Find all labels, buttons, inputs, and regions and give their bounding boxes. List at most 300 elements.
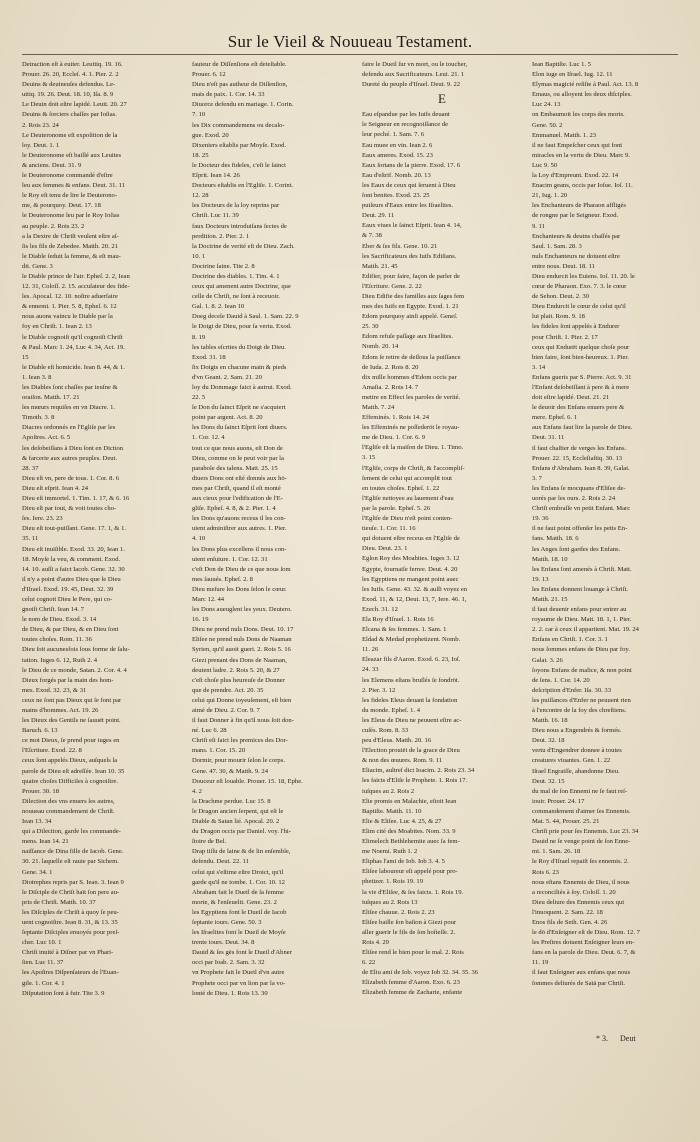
index-entry: Deut. 31. 11 [532,434,565,442]
index-entry: 11. 26 [362,646,379,654]
index-entry: le Deuteronome commandé d'eſtre [22,172,113,180]
index-entry: Enos fils de Seth. Gen. 4. 26 [532,918,608,926]
index-entry: Prouer. 6. 12 [192,71,226,79]
index-entry: Eau d'eſtrif. Nomb. 20. 13 [362,171,431,179]
index-entry: naiſſance de Dina fille de Iacob. Gene. [22,848,124,856]
index-entry: faire le Dueil ſur vn mort, ou le toucher, [362,61,468,68]
index-entry: l'Election prouiēt de la grace de Dieu [362,747,460,755]
index-entry: Mat. 5. 44, Prouer. 25. 21 [532,818,600,826]
index-entry: les Eaux de ceux qui ſeruent à Dieu [362,181,456,189]
index-entry: le Deuteronome leu par le Roy Ioſias [22,212,120,220]
index-entry: Eſprit. Iean 14. 26 [192,172,240,180]
index-entry: 3. 7 [532,474,542,482]
index-entry: dit. Gene. 3 [22,262,53,270]
index-entry: mi. 1. Sam. 26. 18 [532,848,581,856]
index-entry: 1. Iean 3. 8 [22,373,52,381]
index-entry: le Roy d'Iſrael repaiſt ſes ennemis. 2. [532,858,629,866]
index-entry: leu aux femmes & enfans. Deut. 31. 11 [22,182,126,190]
index-entry: Eliſee rend le bien pour le mal. 2. Rois [362,949,464,957]
index-entry: le Don du ſainct Eſprit ne s'acquiert [192,404,286,412]
index-entry: cuſés. Rom. 8. 33 [362,727,409,734]
index-entry: 10. 1 [192,252,206,260]
index-entry: oraiſon. Matth. 17. 21 [22,394,80,402]
index-entry: nous eſtans Ennemis de Dieu, il nous [532,878,630,886]
page-title: Sur le Vieil & Nouueau Testament. [227,32,473,51]
index-entry: Prouer. 22. 15, Eccleſiaſtiq. 30. 13 [532,454,623,462]
index-entry: point par argent. Act. 8. 20 [192,414,263,422]
index-entry: me, & pourquoy. Deut. 17. 18 [22,202,101,210]
index-entry: Dieu ſoit aucunesfois ſous forme de ſalu- [22,646,130,654]
index-entry: Matth. 21. 45 [362,262,398,270]
index-entry: les Dons plus excellens il nous con- [192,545,287,553]
index-entry: 9. 11 [532,222,545,230]
index-entry: il n'y a point d'autre Dieu que le Dieu [22,575,121,583]
index-entry: les puiſſances d'Enfer ne peuuent rien [532,696,631,704]
index-entry: 19. 13 [532,575,549,583]
index-entry: Le Deuteronome eſt expoſition de la [22,131,118,139]
index-entry: Dieu Edifie des familles aux ſages fem [362,292,465,300]
index-entry: Gene. 50. 2 [532,121,563,129]
index-entry: Dormir, pour mourir ſelon le corps. [192,757,285,765]
index-entry: Dieu. Deut. 23. 1 [362,545,408,553]
index-entry: les Dons qu'auons receus il les con- [192,515,286,523]
index-entry: garde qu'il ne tombe. 1. Cor. 10. 12 [192,878,285,886]
index-entry: 22. 5 [192,394,206,402]
index-entry: de Sehon. Deut. 2. 30 [532,293,589,301]
index-entry: les fideles ſont appelés à Endurer [532,323,620,331]
index-entry: les Anges ſont gardes des Enfans. [532,545,621,553]
index-entry: il faut chaſtier de verges les Enfans. [532,444,627,452]
index-entry: Dieu eſt vn, pere de tous. 1. Cor. 8. 6 [22,474,120,482]
index-entry: les Iuifs. Gene. 43. 32. & auſſi voyez en [362,585,468,593]
index-entry: Gene. 34. 1 [22,868,53,876]
index-entry: 30. 21. laquelle eſt rauie par Sichem. [22,858,119,866]
index-entry: les Iſraelites font le Dueil de Moyſe [192,929,286,937]
index-entry: Iean 13. 34 [22,818,52,826]
index-entry: 4. 10 [192,535,206,543]
index-entry: Iſrael Engraiſſe, abandonne Dieu. [532,767,620,775]
index-entry: Diſputation ſont à fuir. Tite 3. 9 [22,989,105,997]
index-entry: parole de Dieu eſt adreſſée. Iean 10. 35 [22,767,125,775]
index-entry: il ne faut Empeſcher ceux qui font [532,141,623,149]
index-entry: il faut Donner à fin qu'il nous ſoit don- [192,717,294,725]
index-entry: defendu. Deut. 22. 11 [192,858,249,866]
index-entry: Eliphas l'ami de Iob. Iob 3. 4. 5 [362,858,445,866]
index-entry: Enacim geans, occis par Ioſue. Ioſ. 11. [532,182,633,190]
index-entry: ceux ne ſont pas Dieux qui ſe font par [22,696,122,704]
index-entry: Enfans gueris par S. Pierre. Act. 9. 31 [532,373,632,381]
index-entry: tout ce que nous auons, eſt Don de [192,444,283,452]
index-entry: de ſens. 1. Cor. 14. 20 [532,676,590,684]
index-entry: Dieu, comme on le peut voir par la [192,454,284,462]
index-entry: la Doctrine de verité eſt de Dieu. Zach. [192,242,295,250]
index-entry: pour Chriſt. 1. Pier. 2. 17 [532,333,598,341]
index-entry: ſeptante iours. Gene. 50. 3 [192,918,262,926]
index-entry: ceux ſont appelés Dieux, auſquels la [22,757,118,765]
index-entry: occi par Ioab. 2. Sam. 3. 32 [192,959,265,967]
index-entry: mes par Chriſt, quand il eſt monté [192,484,281,492]
index-entry: les mœurs requiſes en vn Diacre. 1. [22,404,116,412]
index-entry: Edifier, pour faire, façon de parler de [362,272,460,280]
index-entry: ceux qui Endurēt quelque choſe pour [532,343,630,351]
index-entry: me Noemi. Ruth 1. 2 [362,848,418,856]
index-entry: le Diable cognoiſt qu'il cognoiſt Chriſt [22,333,123,341]
index-entry: uient adminiſtrer aux autres. 1. Pier. [192,525,287,533]
index-entry: Doctrine ſaine. Tite 2. 8 [192,262,255,270]
index-entry: ſement de celui qui accomplit tout [362,474,452,482]
index-entry: du monde. Epheſ. 1. 4 [362,706,421,714]
index-entry: Chriſt inuité à Diſner par vn Phari- [22,949,114,957]
index-entry: ſeptante Diſciples enuoyés pour preſ- [22,929,120,937]
index-entry: 28. 37 [22,464,39,472]
index-entry: Dieu nous a Engendrés & formés. [532,727,622,735]
index-entry: les Dix commandemens ou decalo- [192,121,285,129]
index-entry: 3. 14 [532,363,546,371]
index-entry: Prophete occi par vn lion par la vo- [192,979,286,987]
index-entry: Deut. 29. 11 [362,212,395,220]
index-entry: Dixeniers eſtablis par Moyſe. Exod. [192,141,287,149]
index-entry: Dieu eſt immortel. 1. Tim. 1. 17, & 6. 16 [22,495,130,503]
index-entry: le Diſciple de Chriſt haït ſon pere au- [22,888,120,896]
index-entry: Docteurs eſtablis en l'Egliſe. 1. Corint. [192,182,294,190]
index-entry: il ne faut point offenſer les petis En- [532,525,628,533]
index-entry: l'Eſcriture. Gene. 2. 22 [362,282,422,290]
index-entry: bien faire, ſont bien-heureux. 1. Pier. [532,353,629,361]
index-entry: vertu d'Engendrer donnee à toutes [532,747,622,755]
index-entry: ſien. Luc 11. 37 [22,959,64,967]
index-entry: gnoiſt Chriſt. Iean 14. 7 [22,606,84,614]
index-entry: le Deuteronome eſt baillé aux Leuites [22,151,122,159]
index-entry: 2. Rois 23. 24 [22,121,59,129]
index-entry: les Elemens eſtans bruſlés ſe fondrōt. [362,676,460,684]
index-entry: Edom ſe retire de deſſous la puiſſance [362,353,461,361]
index-entry: gile. 1. Cor. 4. 1 [22,979,65,987]
index-entry: Matth. 16. 18 [532,717,568,725]
index-entry: ce mot Dieux, ſe prend pour iuges en [22,737,120,745]
index-entry: les Enfans ſont amenés à Chriſt. Matt. [532,565,632,573]
index-entry: Elim cité des Moabites. Nom. 33. 9 [362,827,456,835]
index-entry: qui a Dilection, garde les commande- [22,828,121,836]
index-entry: Elcana & ſes femmes. 1. Sam. 1 [362,626,447,634]
index-entry: Le Deuin doit eſtre lapidé. Leuit. 20. 27 [22,101,127,109]
index-entry: Effeminés. 1. Rois 14. 24 [362,414,430,422]
index-entry: Elie & Eliſee. Luc 4. 25, & 27 [362,817,442,825]
index-entry: 18. Moyſe la veu, & comment. Exod. [22,555,121,563]
index-entry: Prouer. 26. 20, Eccleſ. 4. 1. Pier. 2. 2 [22,71,119,79]
index-entry: Eber & ſes fils. Gene. 10. 21 [362,242,438,250]
index-entry: les Enfans ſe mocquans d'Eliſee de- [532,484,626,492]
index-entry: fauteur de Diſſenſions eſt deteſtable. [192,61,287,68]
catchword: Deut [620,1034,636,1043]
index-entry: de Eliu amī de Iob. voyez Iob 32. 34. 35. 36 [362,969,479,977]
index-entry: Emmanuel. Matth. 1. 23 [532,131,597,139]
index-entry: aller guerir le fils de ſon hoſteſſe. 2. [362,928,456,936]
index-entry: perdition. 2. Pier. 2. 1 [192,232,250,240]
index-entry: qui doiuent eſtre receus en l'Egliſe de [362,535,460,543]
index-entry: nouueau commandement de Chriſt. [22,807,115,815]
index-entry: 6. 22 [362,959,376,967]
index-entry: Baruch. 6. 13 [22,727,58,735]
index-entry: Exod. 31. 18 [192,353,226,361]
index-entry: Exod. 11, & 12, Deut. 13, 7, Iere. 46. 1, [362,595,467,603]
index-entry: mere. Epheſ. 6. 1 [532,414,578,422]
index-entry: Gal. 1. 8. 2. Iean 10 [192,303,245,311]
index-entry: le Roy eſt tenu de lire le Deuterono- [22,192,118,200]
index-entry: a reconciliés à ſoy. Coloſſ. 1. 20 [532,888,616,896]
index-entry: Detraction eſt à euiter. Leuitiq. 19. 16. [22,61,123,68]
index-entry: les Dons du ſainct Eſprit ſont diuers. [192,424,288,432]
index-entry: & non des œuures. Rom. 9. 11 [362,757,443,765]
index-entry: les tables eſcrites du Doigt de Dieu. [192,343,286,351]
index-entry: 11. 19 [532,959,549,967]
index-entry: les Dons aueuglent les yeux. Deutero. [192,606,292,614]
index-entry: puiſeurs d'Eaux entre les Iſraelites. [362,202,454,210]
index-entry: Chriſt embraſſe vn petit Enfant. Marc [532,505,631,513]
index-entry: & 7. 38 [362,232,382,240]
index-entry: mes. Exod. 32. 23, & 31 [22,686,87,694]
index-entry: en toutes choſes. Epheſ. 1. 22 [362,484,440,492]
index-entry: le Seigneur en recognoiſſance de [362,121,449,129]
index-entry: celui qui Donne ioyeuſement, eſt bien [192,696,292,704]
index-entry: cœur de Pharaon. Exo. 7. 3. le cœur [532,283,627,291]
index-entry: Eaux ſortans de la pierre. Exod. 17. 6 [362,161,461,169]
index-entry: 21, Iug. 1. 20 [532,192,568,200]
index-entry: Abraham fait le Dueil de ſa femme [192,888,284,896]
index-entry: creatures viuantes. Gen. 1. 22 [532,757,611,765]
index-entry: Eliſee laboureur eſt appelé pour pro- [362,868,458,876]
index-entry: Syrien, qu'il auoit gueri. 2. Rois 5. 16 [192,646,291,654]
index-entry: Rois 6. 23 [532,868,559,876]
index-entry: Diable & Satan lié. Apocal. 20. 2 [192,818,280,826]
index-entry: par la parole. Epheſ. 5. 26 [362,504,431,512]
index-entry: le Dieu de ce monde, Satan. 2. Cor. 4. 4 [22,666,127,674]
index-entry: le Diable eſt homicide. Iean 8. 44, & 1. [22,363,125,371]
index-entry: du mal de ſon Ennemi ne ſe faut reſ- [532,787,628,795]
index-entry: mais de paix. 1. Cor. 14. 33 [192,91,265,99]
index-entry: parabole des talens. Matt. 25. 15 [192,464,278,472]
index-entry: gliſe. Epheſ. 4. 8, & 2. Pier. 1. 4 [192,505,276,513]
index-entry: Matth. 7. 24 [362,404,395,411]
index-entry: les Sacrificateurs des Iuifs Ediſians. [362,252,457,260]
index-entry: 2. 2. car à ceux il appartient. Mat. 19. 24 [532,626,639,634]
index-entry: d'Iſrael. Exod. 19. 45, Deut. 32. 39 [22,585,114,593]
index-entry: Marc 12. 44 [192,595,225,603]
index-entry: les Eleus de Dieu ne peuuent eſtre ac- [362,716,462,724]
index-entry: mens. Iean 14. 21 [22,838,69,846]
index-entry: diuers Dons ont eſté donnés aux hō- [192,474,287,482]
index-entry: mes ſauués. Epheſ. 2. 8 [192,575,253,583]
index-entry: la vie d'Eliſee, & ſes faicts. 1. Rois 19. [362,888,464,896]
index-entry: ſtoire de Bel. [192,838,227,846]
index-entry: Eliacim, aultreſ dict Ioacim. 2. Rois 23. 34 [362,767,475,775]
index-entry: nuls Enchanteurs ne doiuent eſtre [532,252,620,260]
index-entry: l'Enfant deſobeiſſant à pere & à mere [532,384,630,391]
index-entry: Doctrine des diables. 1. Tim. 4. 1 [192,272,280,280]
index-entry: aux Enfans faut lire la parole de Dieu. [532,424,633,432]
index-entry: ceux qui amenent autre Doctrine, que [192,283,291,291]
index-entry: les Egyptiens font le Dueil de Iacob [192,908,287,916]
index-entry: le nom de Dieu. Exod. 3. 14 [22,616,97,624]
index-entry: au peuple. 2. Rois 23. 2 [22,222,85,230]
index-entry: Eliſee baille ſon baſton à Giezi pour [362,918,457,926]
index-entry: Eaux ameres. Exod. 15. 23 [362,151,433,159]
index-entry: Chriſt prie pour ſes Ennemis. Luc 23. 34 [532,828,639,836]
index-entry: peu d'Eleus. Matth. 20. 16 [362,737,432,745]
index-entry: Chriſt. Luc 11. 39 [192,212,239,220]
signature-mark: * 3. [596,1034,608,1043]
index-entry: Eaux viues le ſainct Eſprit. Iean 4. 14, [362,222,462,230]
index-entry: les Effeminés ne poſſederōt le royau- [362,424,460,432]
index-entry: de Dieu, & par Dieu, & en Dieu ſont [22,626,119,634]
index-entry: Diacres ordonnés en l'Egliſe par les [22,424,116,432]
index-entry: l'Egliſe de Dieu n'eſt point conten- [362,515,453,523]
index-entry: entre nous. Deut. 18. 11 [532,262,595,270]
index-entry: Deut. 32. 15 [532,777,565,785]
index-entry: Elizabeth femme d'Aaron. Exo. 6. 23 [362,979,460,987]
index-entry: Enfans en Chriſt. 1. Cor. 3. 1 [532,636,608,644]
index-entry: 35. 11 [22,535,39,543]
index-entry: lui plait. Rom. 9. 18 [532,313,585,321]
index-entry: Dauid ne ſe venge point de ſon Enne- [532,838,631,846]
index-entry: les Diables ſont chaſſes par ieuſne & [22,384,118,391]
index-entry: iuſques au 2. Rois 2 [362,787,415,795]
index-entry: Douceur eſt louable. Prouer. 15. 18, Ephe. [192,777,303,785]
index-entry: pris de Chriſt. Matth. 10. 37 [22,898,96,906]
index-entry: le Doigt de Dieu, pour ſa vertu. Exod. [192,323,292,331]
index-entry: Luc 9. 50 [532,161,558,169]
index-entry: Emaus, ou alloyent les deux diſciples. [532,91,632,99]
index-entry: Galat. 3. 26 [532,656,563,664]
index-entry: Dieu eſt eſprit. Iean 4. 24 [22,484,89,492]
index-entry: 16. 19 [192,616,209,624]
index-entry: Matth. 18. 10 [532,555,568,563]
index-entry: on Embaumoit les corps des morts. [532,111,625,119]
index-entry: a la Dextre de Chriſt veulent eſtre aſ- [22,232,119,240]
index-entry: iuſques au 2. Rois 13 [362,898,418,906]
index-entry: Dieu endurcit les Euiens. Ioſ. 11. 20. le [532,272,635,280]
index-entry: Timoth. 3. 8 [22,414,55,422]
index-entry: Diuorce defendu en mariage. 1. Corin. [192,101,294,109]
index-entry: Giezi prenant des Dons de Naaman, [192,656,287,664]
index-entry: ſont benites. Exod. 23. 25 [362,192,430,200]
index-entry: l'Egliſe eſt la maiſon de Dieu. 1. Timo. [362,444,464,452]
index-entry: Deut. 32. 18 [532,737,565,745]
index-entry: les Enfans donnent louange à Chriſt. [532,585,628,593]
index-entry: Eliſee chauue. 2. Rois 2. 23 [362,908,435,916]
index-entry: ſommes deliurés de Satā par Chriſt. [532,979,626,987]
index-entry: c'eſt choſe plus heureuſe de Donner [192,676,285,684]
index-entry: Saul. 1. Sam. 28. 3 [532,242,582,250]
index-entry: loy du Dommage faict à autrui. Exod. [192,384,292,391]
index-entry: Deuins & ſorciers chaſſes par Ioſias. [22,111,117,119]
index-entry: Enchanteurs & deuins chaſſés par [532,232,621,240]
index-entry: Elimelech Bethlehemite auec ſa fem- [362,838,460,846]
index-entry: Eglon Roy des Moabites. Iuges 3. 12 [362,555,460,563]
index-entry: il faut deuenir enfans pour entrer au [532,606,627,614]
index-entry: 15 [22,353,29,361]
index-entry: Dieu eſt inuiſible. Exod. 33. 20, Iean 1. [22,545,125,553]
section-letter: E [438,91,446,107]
index-entry: Elie promis en Malachie, eſtoit Iean [362,797,457,805]
index-entry: Dieu Endurcit le cœur de celui qu'il [532,303,626,311]
index-entry: 3. 15 [362,454,376,462]
index-entry: Deuins & deuineuſes defendus. Le- [22,81,116,89]
index-entry: de Iuda. 2. Rois 8. 20 [362,363,419,371]
index-entry: ſes. Iere. 23. 23 [22,515,63,523]
index-entry: trente iours. Deut. 34. 8 [192,939,255,947]
index-entry: celui qui s'eſtime eſtre Droict, qu'il [192,868,284,876]
index-entry: le Dragon ancien ſerpent, qui eſt le [192,807,284,815]
index-column-1 [22,60,182,1060]
index-entry: phetizer. 1. Rois 19. 19 [362,878,423,886]
index-entry: Dieu meſure les Dons ſelon le cœur. [192,585,287,593]
index-entry: Dauid & ſes gēs font le Dueil d'Abner [192,949,292,957]
index-entry: Drap tiſſu de laine & de lin enſemble, [192,848,291,856]
index-entry: Dureté du peuple d'Iſrael. Deut. 9. 22 [362,81,461,89]
index-entry: doit eſtre lapidé. Deut. 21. 21 [532,394,610,402]
index-entry: tation. Iuges 6. 12, Ruth 2. 4 [22,656,98,664]
index-entry: lonté de Dieu. 1. Rois 13. 30 [192,989,268,997]
index-entry: Chriſt eſt faict les premices des Dor- [192,737,288,745]
index-entry: 24. 33 [362,666,379,674]
index-entry: la Loy d'Empreunt. Exod. 22. 14 [532,172,619,180]
index-entry: 18. 25 [192,151,209,159]
index-entry: uorés par les ours. 2. Rois 2. 24 [532,495,616,503]
index-entry: Luc 24. 13 [532,101,561,109]
index-entry: l'Egliſe, corps de Chriſt, & l'accompliſ- [362,464,465,472]
index-entry: Amaſia. 2. Rois 14. 7 [362,383,419,391]
index-entry: Prouer. 30. 18 [22,787,59,795]
index-entry: 12. 31, Coloſſ. 2. 15. accuſateur des fide- [22,283,130,291]
index-entry: defendu aux Sacrificateurs. Leui. 21. 1 [362,71,465,79]
index-entry: la Drachme perdue. Luc 15. 8 [192,797,271,805]
index-entry: Eleazar fils d'Aaron. Exod. 6. 23, Ioſ. [362,656,461,664]
index-entry: les Preſtres doiuent Enſeigner leurs en- [532,939,635,947]
index-entry: Ela Roy d'Iſrael. 1. Rois 16 [362,615,434,623]
index-entry: Eldad & Medad prophetizent. Nomb. [362,636,461,644]
index-entry: à l'encontre de la foy des chreſtiens. [532,707,627,714]
index-entry: Eau eſpandue par les Iuifs deuant [362,111,450,119]
index-entry: d'vn Geant. 2. Sam. 21. 20 [192,373,262,381]
index-entry: Eliſee ne prend nuls Dons de Naaman [192,636,292,644]
index-entry: mans. 1. Cor. 15. 20 [192,747,246,755]
index-entry: les Diſciples de Chriſt à quoy ſe peu- [22,908,119,916]
index-entry: toutes choſes. Rom. 11. 36 [22,636,92,644]
index-entry: le Docteur des fideles, c'eſt le ſainct [192,161,287,169]
index-entry: royaume de Dieu. Matt. 18. 1, 1. Pier. [532,616,632,624]
index-entry: iouir. Prouer. 24. 17 [532,797,585,805]
index-entry: né. Luc 6. 28 [192,727,227,735]
index-entry: le deuoir des Enfans enuers pere & [532,404,625,412]
index-entry: 19. 36 [532,515,549,523]
index-entry: Enfans d'Abraham. Iean 8. 39, Galat. [532,464,630,472]
index-entry: Dieu eſt tout-puiſſant. Gene. 17. 1, & 1. [22,525,127,533]
index-entry: Matth. 21. 15 [532,595,568,603]
index-entry: aux cieux pour l'edification de l'E- [192,495,283,503]
index-entry: les fideles Eleus deuant la fondation [362,696,458,704]
index-entry: les Dieux des Gentils ne ſauuēt point. [22,717,121,725]
index-entry: celui cognoit Dieu le Pere, qui co- [22,595,113,603]
index-entry: les deſobeiſſans à Dieu ſont en Diction [22,444,124,452]
index-entry: Elymas magicié reſiſte à Paul. Act. 13. 8 [532,81,639,89]
index-entry: mes des Iuifs en Egypte. Exod. 1. 21 [362,303,459,311]
index-entry: 14. 10. auſſi a faict Iacob. Gene. 32. 30 [22,565,125,573]
index-entry: Doeg decele Dauid à Saul. 1. Sam. 22. 9 [192,313,299,321]
index-entry: Iean Baptiſte. Luc 1. 5 [532,61,591,68]
index-entry: 7. 10 [192,111,206,119]
index-entry: Elon iuge en Iſrael. Iug. 12. 11 [532,71,613,79]
index-entry: Diotrephes repris par S. Iean. 3. Iean 9 [22,878,124,886]
